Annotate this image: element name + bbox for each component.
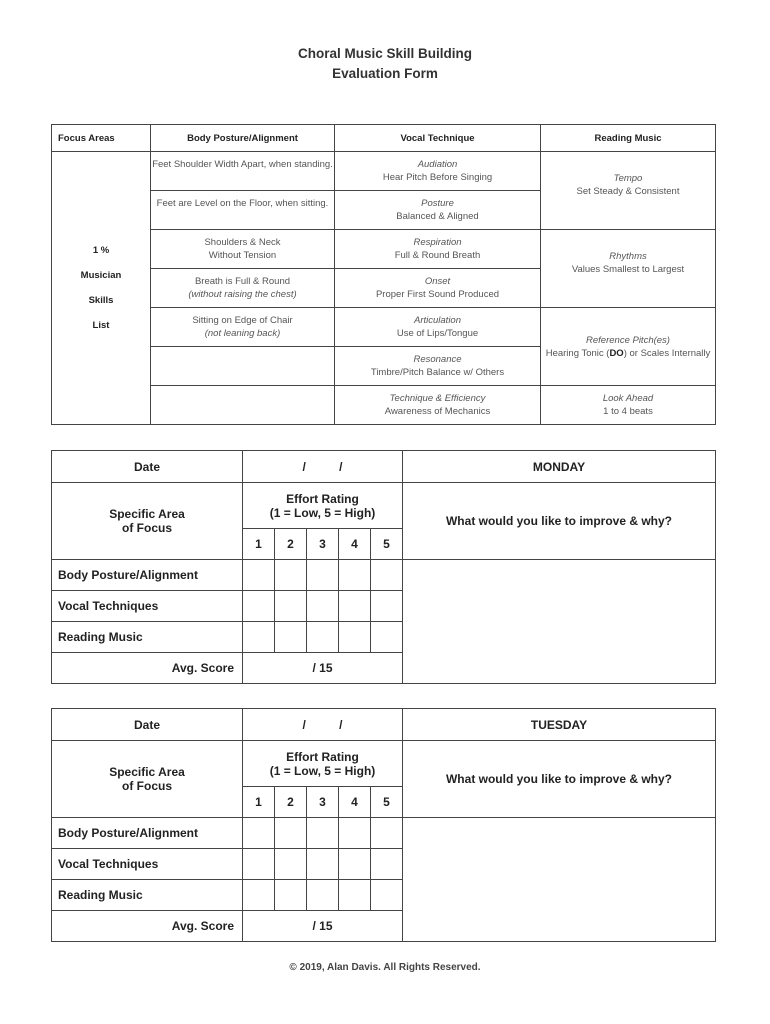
body-skill-sub: (not leaning back) (204, 328, 281, 339)
rating-header: 3 (307, 529, 339, 560)
form-title-line1: Choral Music Skill Building (297, 46, 473, 61)
rating-header: 3 (307, 787, 339, 818)
avg-score-value[interactable]: / 15 (243, 911, 403, 942)
vocal-skill-title: Onset (424, 276, 451, 287)
improve-notes-area[interactable] (403, 560, 716, 684)
header-focus-areas: Focus Areas (52, 125, 151, 152)
reading-skill-cell (541, 386, 716, 425)
rating-cell[interactable] (307, 880, 339, 911)
rating-header: 2 (275, 787, 307, 818)
vocal-skill-cell (335, 191, 541, 230)
day-label: TUESDAY (403, 709, 716, 741)
area-row-label: Body Posture/Alignment (52, 818, 243, 849)
date-input[interactable]: / / (243, 451, 403, 483)
reading-skill-text: Set Steady & Consistent (576, 186, 680, 197)
vocal-skill-title: Posture (421, 198, 454, 209)
reading-skill-cell (541, 308, 716, 386)
focus-area-line: 1 % (92, 245, 110, 256)
rating-cell[interactable] (339, 560, 371, 591)
effort-rating-title: Effort Rating (286, 491, 359, 506)
focus-area-cell (52, 152, 151, 425)
header-reading-music: Reading Music (541, 125, 716, 152)
date-input[interactable]: / / (243, 709, 403, 741)
body-skill-cell (151, 230, 335, 269)
body-skill-cell (151, 152, 335, 191)
focus-area-line: Musician (80, 270, 122, 281)
area-row-label: Vocal Techniques (52, 591, 243, 622)
rating-header: 1 (243, 529, 275, 560)
effort-rating-scale: (1 = Low, 5 = High) (269, 763, 376, 778)
form-title (0, 44, 770, 84)
rating-cell[interactable] (275, 560, 307, 591)
body-skill-text: Shoulders & Neck (204, 237, 281, 248)
vocal-skill-title: Technique & Efficiency (389, 393, 486, 404)
body-skill-cell (151, 191, 335, 230)
rating-cell[interactable] (243, 849, 275, 880)
body-skill-empty (151, 347, 335, 386)
specific-area-line2: of Focus (122, 521, 172, 535)
effort-rating-title: Effort Rating (286, 749, 359, 764)
body-skill-cell (151, 269, 335, 308)
day-table-monday (51, 450, 716, 684)
rating-cell[interactable] (275, 591, 307, 622)
skills-table (51, 124, 716, 425)
vocal-skill-text: Full & Round Breath (394, 250, 481, 261)
rating-cell[interactable] (339, 818, 371, 849)
rating-cell[interactable] (243, 560, 275, 591)
reading-skill-text: Values Smallest to Largest (571, 264, 685, 275)
copyright-footer: © 2019, Alan Davis. All Rights Reserved. (289, 962, 481, 973)
body-skill-sub: Without Tension (208, 250, 277, 261)
body-skill-empty (151, 386, 335, 425)
rating-cell[interactable] (371, 622, 403, 653)
rating-header: 5 (371, 529, 403, 560)
effort-rating-label (243, 741, 403, 787)
rating-cell[interactable] (307, 849, 339, 880)
rating-header: 1 (243, 787, 275, 818)
vocal-skill-title: Articulation (414, 315, 461, 326)
rating-cell[interactable] (307, 818, 339, 849)
rating-cell[interactable] (339, 880, 371, 911)
rating-cell[interactable] (371, 818, 403, 849)
rating-cell[interactable] (243, 591, 275, 622)
reading-skill-text: 1 to 4 beats (603, 406, 653, 417)
rating-header: 5 (371, 787, 403, 818)
date-label: Date (52, 451, 243, 483)
vocal-skill-cell (335, 269, 541, 308)
rating-cell[interactable] (339, 622, 371, 653)
area-row-label: Reading Music (52, 880, 243, 911)
rating-cell[interactable] (371, 880, 403, 911)
specific-area-line1: Specific Area (109, 507, 185, 521)
body-skill-text: Feet Shoulder Width Apart, when standing. (152, 159, 333, 170)
avg-score-label: Avg. Score (52, 653, 243, 684)
rating-cell[interactable] (307, 622, 339, 653)
body-skill-text: Feet are Level on the Floor, when sitting. (156, 198, 329, 209)
specific-area-line2: of Focus (122, 779, 172, 793)
effort-rating-scale: (1 = Low, 5 = High) (269, 505, 376, 520)
reading-skill-title: Tempo (613, 173, 643, 184)
improve-notes-area[interactable] (403, 818, 716, 942)
avg-score-value[interactable]: / 15 (243, 653, 403, 684)
rating-cell[interactable] (243, 880, 275, 911)
rating-cell[interactable] (243, 818, 275, 849)
date-label: Date (52, 709, 243, 741)
rating-header: 2 (275, 529, 307, 560)
vocal-skill-title: Audiation (417, 159, 458, 170)
body-skill-text: Sitting on Edge of Chair (192, 315, 293, 326)
vocal-skill-text: Timbre/Pitch Balance w/ Others (370, 367, 505, 378)
rating-cell[interactable] (371, 591, 403, 622)
vocal-skill-cell (335, 230, 541, 269)
rating-cell[interactable] (307, 560, 339, 591)
rating-cell[interactable] (243, 622, 275, 653)
header-body-posture: Body Posture/Alignment (151, 125, 335, 152)
day-table-tuesday (51, 708, 716, 942)
form-title-line2: Evaluation Form (332, 66, 438, 81)
day-label: MONDAY (403, 451, 716, 483)
rating-cell[interactable] (275, 622, 307, 653)
rating-cell[interactable] (275, 849, 307, 880)
reading-skill-cell (541, 152, 716, 230)
reading-skill-pre: Hearing Tonic ( (545, 347, 610, 359)
rating-cell[interactable] (307, 591, 339, 622)
vocal-skill-cell (335, 308, 541, 347)
area-row-label: Vocal Techniques (52, 849, 243, 880)
focus-area-line: List (92, 320, 110, 331)
vocal-skill-text: Awareness of Mechanics (384, 406, 491, 417)
vocal-skill-text: Hear Pitch Before Singing (382, 172, 493, 183)
specific-area-label (52, 483, 243, 560)
vocal-skill-cell (335, 152, 541, 191)
header-vocal-technique: Vocal Technique (335, 125, 541, 152)
area-row-label: Body Posture/Alignment (52, 560, 243, 591)
rating-header: 4 (339, 529, 371, 560)
improve-question: What would you like to improve & why? (403, 741, 716, 818)
reading-skill-title: Rhythms (609, 251, 647, 262)
rating-cell[interactable] (275, 880, 307, 911)
reading-skill-cell (541, 230, 716, 308)
rating-cell[interactable] (275, 818, 307, 849)
reading-skill-bold: DO (609, 347, 624, 359)
vocal-skill-title: Resonance (413, 354, 462, 365)
body-skill-sub: (without raising the chest) (188, 289, 297, 300)
specific-area-label (52, 741, 243, 818)
specific-area-line1: Specific Area (109, 765, 185, 779)
avg-score-label: Avg. Score (52, 911, 243, 942)
vocal-skill-text: Balanced & Aligned (396, 211, 479, 222)
vocal-skill-title: Respiration (413, 237, 462, 248)
rating-cell[interactable] (339, 591, 371, 622)
vocal-skill-cell (335, 386, 541, 425)
improve-question: What would you like to improve & why? (403, 483, 716, 560)
vocal-skill-cell (335, 347, 541, 386)
vocal-skill-text: Use of Lips/Tongue (396, 328, 479, 339)
rating-cell[interactable] (371, 849, 403, 880)
effort-rating-label (243, 483, 403, 529)
area-row-label: Reading Music (52, 622, 243, 653)
reading-skill-title: Reference Pitch(es) (586, 334, 670, 346)
body-skill-text: Breath is Full & Round (194, 276, 291, 287)
rating-header: 4 (339, 787, 371, 818)
vocal-skill-text: Proper First Sound Produced (375, 289, 500, 300)
reading-skill-post: ) or Scales Internally (623, 347, 711, 359)
rating-cell[interactable] (371, 560, 403, 591)
rating-cell[interactable] (339, 849, 371, 880)
reading-skill-title: Look Ahead (602, 393, 654, 404)
body-skill-cell (151, 308, 335, 347)
focus-area-line: Skills (88, 295, 114, 306)
